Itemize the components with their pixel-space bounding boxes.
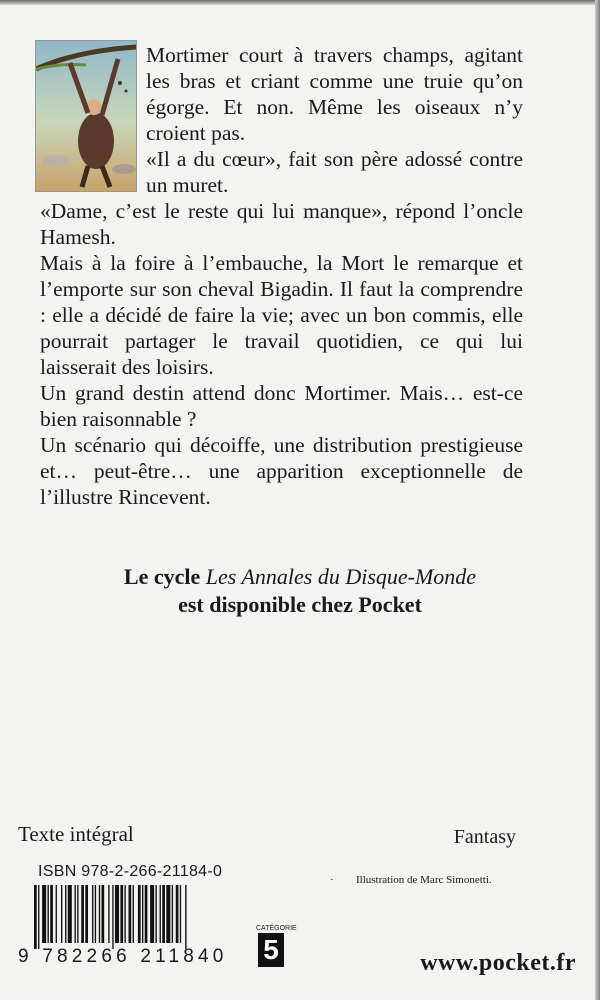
barcode-bar — [48, 885, 49, 943]
texte-integral-label: Texte intégral — [18, 822, 134, 846]
page-edge-top — [0, 0, 600, 5]
barcode-bar — [42, 885, 46, 943]
barcode-bar — [185, 885, 186, 949]
barcode-bar — [81, 885, 84, 943]
barcode-bar — [172, 885, 173, 943]
barcode-bar — [61, 885, 62, 943]
barcode-bar — [162, 885, 165, 943]
barcode-digits: 9 782266 211840 — [18, 946, 228, 967]
barcode-bar — [65, 885, 66, 943]
barcode-bar — [95, 885, 96, 943]
barcode-bar — [34, 885, 37, 949]
category-badge: 5 — [258, 933, 284, 967]
genre-label: Fantasy — [453, 826, 516, 848]
barcode-bar — [112, 885, 113, 949]
barcode-bar — [142, 885, 143, 943]
barcode-bar — [68, 885, 72, 943]
barcode-bar — [156, 885, 157, 943]
series-title: Les Annales du Disque-Monde — [205, 564, 477, 589]
cycle-prefix: Le cycle — [123, 564, 201, 589]
barcode-bar — [145, 885, 148, 943]
barcode-bar — [56, 885, 57, 943]
back-cover-blurb — [40, 42, 523, 510]
credit-bullet: · — [330, 874, 334, 886]
barcode — [34, 885, 232, 949]
barcode-bar — [166, 885, 170, 943]
isbn-text: ISBN 978-2-266-21184-0 — [38, 863, 223, 880]
barcode-bar — [180, 885, 181, 943]
blurb-paragraph: Un scénario qui décoiffe, une distribution prestigieuse et… peut-être… une apparition exceptionnelle de l’illustre Rincevent. — [40, 433, 523, 509]
barcode-bar — [129, 885, 132, 943]
barcode-bar — [150, 885, 154, 943]
blurb-paragraph: Mortimer court à travers champs, agitant les bras et criant comme une truie qu’on égorge. Et non. Même les oiseaux n’y croient pas. — [146, 43, 523, 145]
barcode-bar — [115, 885, 119, 943]
image-spacer — [40, 42, 146, 198]
barcode-bar — [77, 885, 78, 943]
availability-line: est disponible chez Pocket — [178, 592, 422, 617]
page-edge-right — [595, 0, 600, 1000]
barcode-bar — [120, 885, 123, 943]
barcode-bar — [133, 885, 134, 943]
barcode-bar — [92, 885, 93, 943]
barcode-bar — [138, 885, 141, 943]
blurb-paragraph: Un grand destin attend donc Mortimer. Mais… est-ce bien raisonnable ? — [40, 381, 523, 431]
blurb-paragraph: «Il a du cœur», fait son père adossé contre un muret. — [146, 147, 523, 197]
barcode-bar — [38, 885, 39, 949]
barcode-bar — [124, 885, 125, 943]
blurb-paragraph: Mais à la foire à l’embauche, la Mort le remarque et l’emporte sur son cheval Bigadin. Il faut la comprendre : elle a décidé de faire la vie; avec un bon commis, elle pourrait partager le travail quotidien, ce qui lui laisserait des loisirs. — [40, 251, 523, 379]
category-label: CATÉGORIE — [256, 925, 297, 932]
barcode-bar — [85, 885, 88, 943]
illustration-credit: Illustration de Marc Simonetti. — [356, 874, 492, 886]
barcode-bar — [99, 885, 100, 943]
series-availability-note — [0, 563, 600, 619]
blurb-paragraph: «Dame, c’est le reste qui lui manque», répond l’oncle Hamesh. — [40, 199, 523, 249]
barcode-bar — [176, 885, 179, 943]
barcode-bar — [108, 885, 109, 943]
barcode-bar — [102, 885, 105, 943]
barcode-bar — [160, 885, 161, 943]
barcode-bar — [50, 885, 53, 943]
publisher-website: www.pocket.fr — [420, 950, 576, 976]
barcode-bar — [75, 885, 76, 943]
